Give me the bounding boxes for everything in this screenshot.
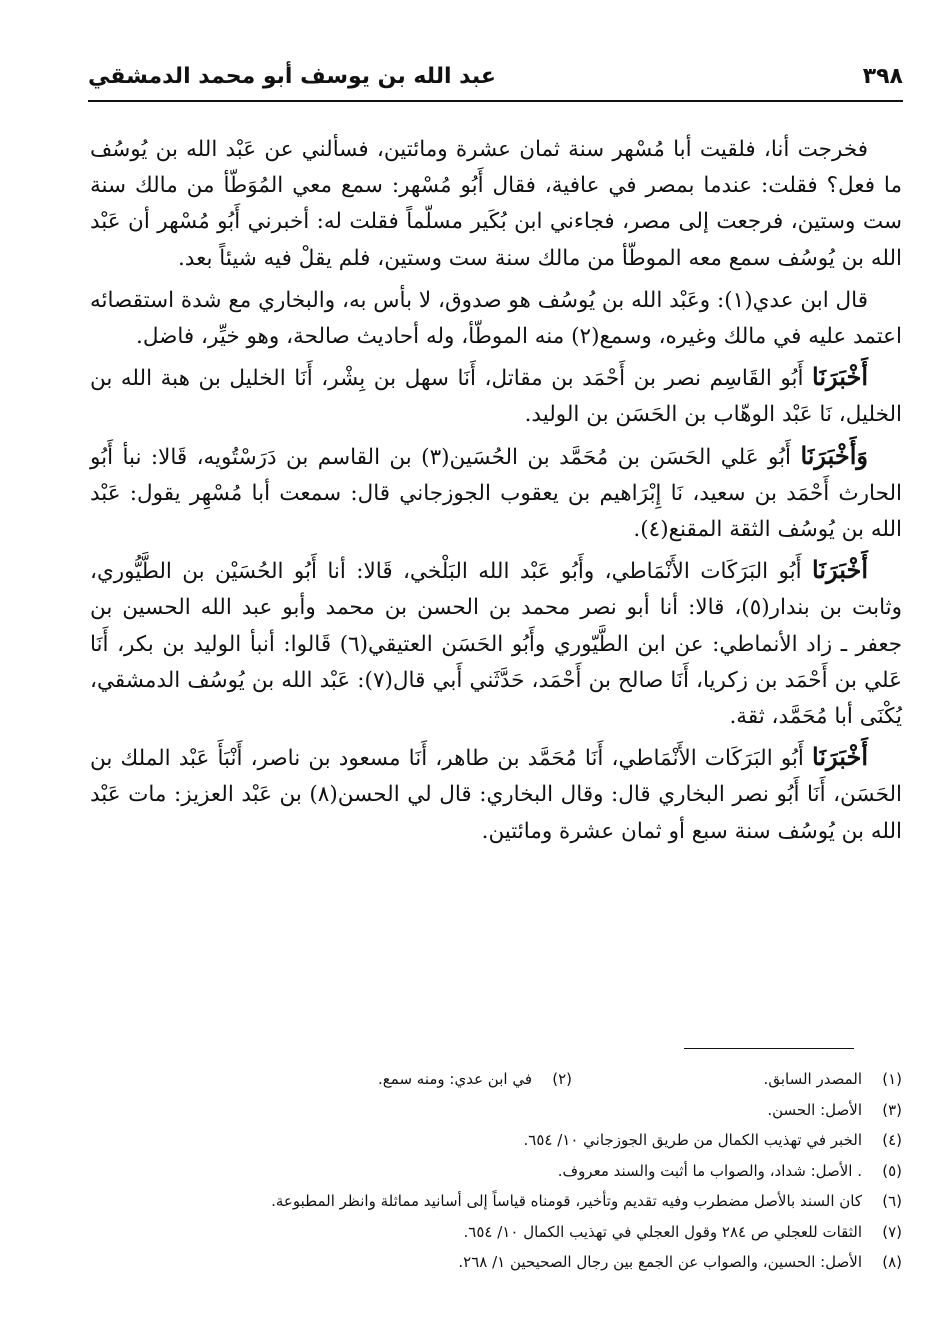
footnote-row bbox=[120, 1217, 902, 1248]
footnote-item bbox=[524, 1125, 903, 1156]
footnote-item bbox=[458, 1247, 902, 1278]
paragraph-6 bbox=[90, 739, 902, 850]
paragraph-lead: وَأَخْبَرَنَا bbox=[800, 440, 869, 470]
footnote-number: (١) bbox=[882, 1070, 902, 1088]
paragraph-text: فخرجت أنا، فلقيت أبا مُسْهر سنة ثمان عشرة ومائتين، فسألني عن عَبْد الله بن يُوسُف ما فعل؟ فقلت: عندما بمصر في عافية، فقال أَبُو مُسْهر: سمع معي المُوَطّأ من مالك سنة ست وستين، فرجعت إلى مصر، فجاءني ابن بُكَير مسلّماً فقلت له: أخبرني أَبُو مُسْهر أن عَبْد الله بن يُوسُف سمع معه الموطّأ من مالك سنة ست وستين، فلم يقلْ فيه شيئاً بعد. bbox=[90, 137, 902, 271]
paragraph-2 bbox=[90, 281, 902, 355]
paragraph-text: أَبُو القَاسِم نصر بن أَحْمَد بن مقاتل، أَنَا سهل بن بِشْر، أَنَا الخليل بن هبة الله بن الخليل، نَا عَبْد الوهّاب بن الحَسَن بن الوليد. bbox=[90, 366, 902, 428]
page-number: ٣٩٨ bbox=[862, 64, 903, 89]
footnote-number: (٦) bbox=[882, 1192, 902, 1210]
footnote-text: الأصل: الحسن. bbox=[767, 1100, 862, 1119]
footnote-text: الثقات للعجلي ص ٢٨٤ وقول العجلي في تهذيب الكمال ١٠/ ٦٥٤. bbox=[463, 1222, 862, 1241]
footnote-row bbox=[120, 1247, 902, 1278]
footnote-text: في ابن عدي: ومنه سمع. bbox=[378, 1070, 532, 1088]
footnote-number: (٧) bbox=[882, 1222, 902, 1241]
footnotes bbox=[120, 1064, 902, 1278]
footnote-number: (٤) bbox=[882, 1131, 902, 1149]
running-title: عبد الله بن يوسف أبو محمد الدمشقي bbox=[88, 64, 496, 89]
paragraph-5 bbox=[90, 552, 902, 735]
paragraph-text: أَبُو البَرَكَات الأَنْمَاطي، أَنَا مُحَمَّد بن طاهر، أَنَا مسعود بن ناصر، أَنْبَأَ عَبْد الملك بن الحَسَن، أَنَا أَبُو نصر البخاري قال: وقال البخاري: قال لي الحسن(٨) بن عَبْد العزيز: مات عَبْد الله بن يُوسُف سنة سبع أو ثمان عشرة ومائتين. bbox=[90, 746, 902, 844]
footnote-row bbox=[120, 1156, 902, 1187]
paragraph-lead: أَخْبَرَنَا bbox=[812, 362, 868, 392]
header-divider bbox=[88, 100, 903, 102]
footnote-number: (٢) bbox=[552, 1070, 572, 1088]
footnote-item bbox=[271, 1186, 902, 1217]
footnote-item bbox=[558, 1156, 902, 1187]
footnote-number: (٨) bbox=[882, 1253, 902, 1271]
footnote-text: المصدر السابق. bbox=[763, 1070, 862, 1088]
paragraph-4 bbox=[90, 438, 902, 549]
footnote-number: (٥) bbox=[882, 1161, 902, 1180]
paragraph-text: أَبُو عَلي الحَسَن بن مُحَمَّد بن الحُسَين(٣) بن القاسم بن دَرَسْتُويه، قَالا: نبأ أَبُو الحارث أَحْمَد بن سعيد، نَا إِبْرَاهيم بن يعقوب الجوزجاني قال: سمعت أبا مُسْهِر يقول: عَبْد الله بن يُوسُف الثقة المقنع(٤). bbox=[90, 444, 902, 543]
footnote-item bbox=[378, 1064, 572, 1095]
footnote-row bbox=[120, 1095, 902, 1126]
main-text bbox=[90, 130, 902, 854]
paragraph-text: قال ابن عدي(١): وعَبْد الله بن يُوسُف هو صدوق، لا بأس به، والبخاري مع شدة استقصائه اعتمد عليه في مالك وغيره، وسمع(٢) منه الموطّأ، وله أحاديث صالحة، وهو خيِّر، فاضل. bbox=[90, 287, 902, 350]
paragraph-text: أَبُو البَرَكَات الأَنْمَاطي، وأَبُو عَبْد الله البَلْخي، قَالا: أنا أَبُو الحُسَيْن بن الطَّيُّوري، وثابت بن بندار(٥)، قالا: أنا أبو نصر محمد بن الحسن بن محمد وأبو عبد الله الحسين بن جعفر ـ زاد الأنماطي: عن ابن الطَّيّوري وأَبُو الحَسَن العتيقي(٦) قَالوا: أنبأ الوليد بن بكر، أَنَا عَلي بن أَحْمَد بن زكريا، أَنَا صالح بن أَحْمَد، حَدَّثَني أَبي قال(٧): عَبْد الله بن يُوسُف الدمشقي، يُكْنَى أبا مُحَمَّد، ثقة. bbox=[90, 559, 903, 730]
footnote-item bbox=[464, 1217, 902, 1248]
footnote-row bbox=[120, 1186, 902, 1217]
footnote-text: الخبر في تهذيب الكمال من طريق الجوزجاني ١٠/ ٦٥٤. bbox=[523, 1131, 862, 1149]
footnote-text: . الأصل: شداد، والصواب ما أثبت والسند معروف. bbox=[557, 1161, 862, 1180]
paragraph-1 bbox=[90, 130, 902, 277]
paragraph-lead: أَخْبَرَنَا bbox=[812, 555, 868, 585]
footnote-item bbox=[572, 1064, 902, 1095]
paragraph-lead: أَخْبَرَنَا bbox=[812, 742, 868, 772]
footnote-text: كان السند بالأصل مضطرب وفيه تقديم وتأخير، قومناه قياساً إلى أسانيد مماثلة وانظر المطبوعة. bbox=[271, 1192, 862, 1210]
footnote-row bbox=[120, 1125, 902, 1156]
paragraph-3 bbox=[90, 359, 902, 433]
footnote-item bbox=[767, 1095, 902, 1126]
footnote-number: (٣) bbox=[882, 1100, 902, 1119]
footnote-row bbox=[120, 1064, 902, 1095]
footnote-divider bbox=[684, 1048, 854, 1049]
page-header bbox=[88, 64, 903, 96]
footnote-text: الأصل: الحسين، والصواب عن الجمع بين رجال الصحيحين ١/ ٢٦٨. bbox=[458, 1253, 862, 1271]
